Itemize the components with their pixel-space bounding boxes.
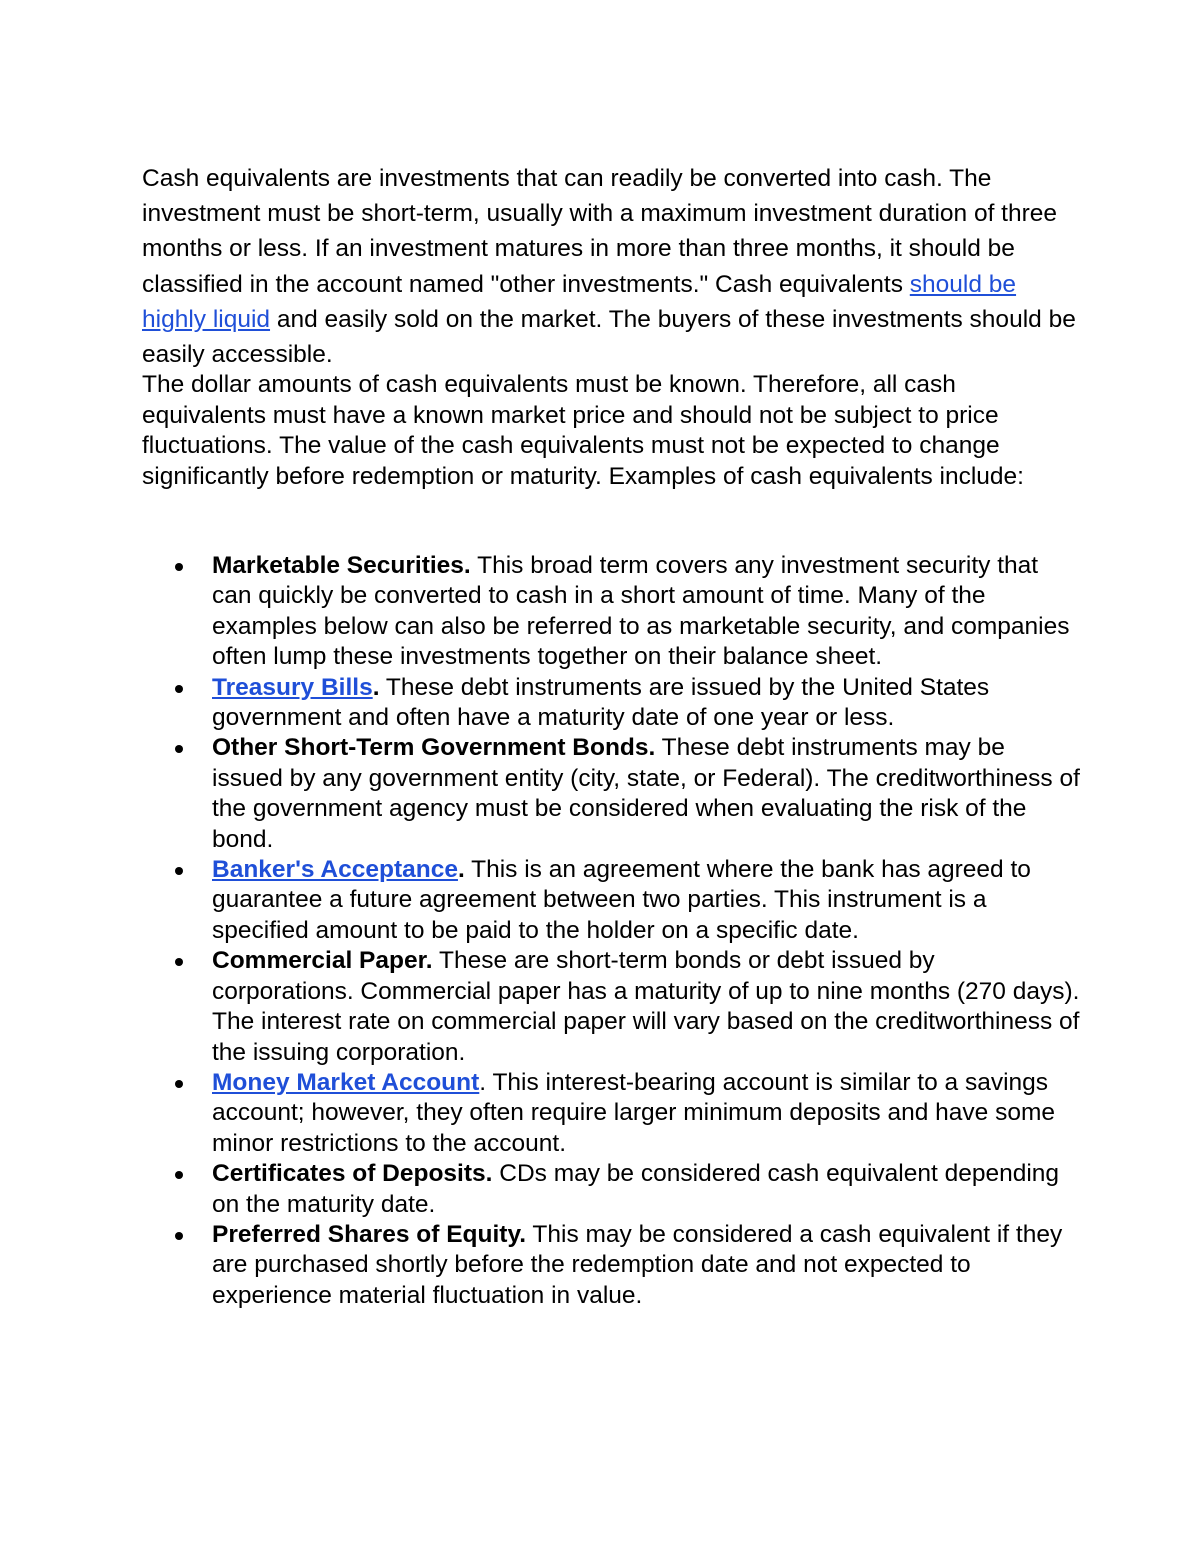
item-description: These debt instruments may be issued by any government entity (city, state, or Federal). The creditworthiness of the government agency must be considered when evaluating the risk of the bond. <box>212 734 1080 853</box>
bullet-icon <box>175 745 183 753</box>
item-term: Other Short-Term Government Bonds. <box>212 734 656 762</box>
intro-text-end: and easily sold on the market. The buyers of these investments should be easily accessible. <box>142 305 1076 369</box>
item-term: . <box>457 856 465 884</box>
item-term: Commercial Paper. <box>212 947 433 975</box>
list-item-government-bonds <box>212 733 1082 855</box>
list-item-preferred-shares <box>212 1220 1082 1311</box>
money-market-account-link[interactable]: Money Market Account <box>212 1068 480 1096</box>
list-item-certificates-of-deposits <box>212 1159 1082 1220</box>
item-description: . This interest-bearing account is similar to a savings account; however, they often require larger minimum deposits and have some minor restrictions to the account. <box>212 1068 1055 1157</box>
bullet-icon <box>175 1232 183 1240</box>
bankers-acceptance-link[interactable]: Banker's Acceptance <box>212 856 458 884</box>
cash-equivalents-paragraph: The dollar amounts of cash equivalents must be known. Therefore, all cash equivalents must have a known market price and should not be subject to price fluctuations. The value of the cash equivalents must not be expected to change significantly before redemption or maturity. Examples of cash equivalents include: <box>142 371 1024 490</box>
item-description: These are short-term bonds or debt issued by corporations. Commercial paper has a maturity of up to nine months (270 days). The interest rate on commercial paper will vary based on the creditworthiness of the issuing corporation. <box>212 947 1080 1066</box>
item-description: This broad term covers any investment security that can quickly be converted to cash in a short amount of time. Many of the examples below can also be referred to as marketable security, and companies often lump these investments together on their balance sheet. <box>212 552 1070 671</box>
list-item-commercial-paper <box>212 946 1082 1068</box>
highly-liquid-link[interactable]: should be highly liquid <box>142 270 1017 333</box>
bullet-icon <box>175 685 183 693</box>
list-item-treasury-bills <box>212 673 1082 734</box>
list-item-money-market-account <box>212 1068 1082 1159</box>
bullet-icon <box>175 867 183 875</box>
bullet-icon <box>175 1171 183 1179</box>
item-term: Marketable Securities. <box>212 552 471 579</box>
examples-list <box>212 551 1082 1311</box>
item-term: Certificates of Deposits. <box>212 1160 493 1188</box>
bullet-icon <box>175 1080 183 1088</box>
bullet-icon <box>175 958 183 966</box>
item-term: Preferred Shares of Equity. <box>212 1220 527 1248</box>
item-term: . <box>372 673 380 701</box>
intro-text-start: Cash equivalents are investments that can readily be converted into cash. The investment must be short-term, usually with a maximum investment duration of three months or less. If an investment matures in more than three months, it should be classified in the account named "other investments." Cash equivalents <box>142 165 1058 298</box>
list-item-bankers-acceptance <box>212 855 1082 946</box>
item-description: CDs may be considered cash equivalent depending on the maturity date. <box>212 1160 1060 1218</box>
bullet-icon <box>175 563 183 571</box>
item-description: These debt instruments are issued by the United States government and often have a maturity date of one year or less. <box>212 673 990 732</box>
intro-paragraph <box>142 161 1082 372</box>
item-description: This is an agreement where the bank has agreed to guarantee a future agreement between two parties. This instrument is a specified amount to be paid to the holder on a specific date. <box>212 856 1031 944</box>
list-item-marketable-securities <box>212 551 1082 673</box>
treasury-bills-link[interactable]: Treasury Bills <box>212 673 373 701</box>
item-description: This may be considered a cash equivalent if they are purchased shortly before the redemption date and not expected to experience material fluctuation in value. <box>212 1220 1063 1309</box>
